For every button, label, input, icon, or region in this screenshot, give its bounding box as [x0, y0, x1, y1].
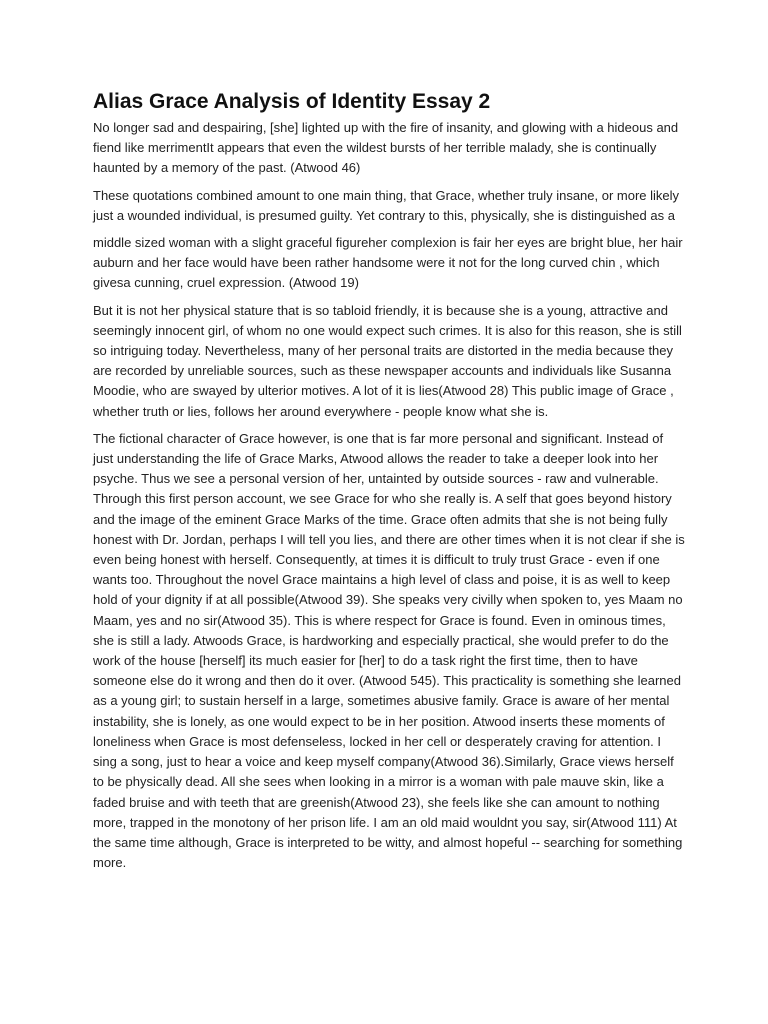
paragraph-public-image: But it is not her physical stature that is so tabloid friendly, it is because she is a young, attractive and seemingly innocent girl, of whom no one would expect such crimes. It is also for this reason, she is still so intriguing today. Nevertheless, many of her personal traits are distorted in the media because they are recorded by unreliable sources, such as these newspaper accounts and individuals like Susanna Moodie, who are swayed by ulterior motives. A lot of it is lies(Atwood 28) This public image of Grace , whether truth or lies, follows her around everywhere - people know what she is. — [93, 302, 682, 419]
paragraph-presumed-guilty: These quotations combined amount to one main thing, that Grace, whether truly insane, or more likely just a wounded individual, is presumed guilty. Yet contrary to this, physically, she is distinguished as a — [93, 187, 680, 223]
paragraph-fictional-character: The fictional character of Grace however, is one that is far more personal and significant. Instead of just understanding the life of Grace Marks, Atwood allows the reader to take a deeper look into her psyche. Thus we see a personal version of her, untainted by outside sources - raw and vulnerable. Through this first person account, we see Grace for who she really is. A self that goes beyond history and the image of the eminent Grace Marks of the time. Grace often admits that she is not being fully honest with Dr. Jordan, perhaps I will tell you lies, and there are other times when it is not clear if she is even being honest with herself. Consequently, at times it is difficult to truly trust Grace - even if one wants too. Throughout the novel Grace maintains a high level of class and poise, it is as well to keep hold of your dignity if at all possible(Atwood 39). She speaks very civilly when spoken to, yes Maam no Maam, yes and no sir(Atwood 35). This is where respect for Grace is found. Even in ominous times, she is still a lady. Atwoods Grace, is hardworking and especially practical, she would prefer to do the work of the house [herself] its much easier for [her] to do a task right the first time, then to have someone else do it wrong and then do it over. (Atwood 545). This practicality is something she learned as a young girl; to sustain herself in a large, sometimes abusive family. Grace is aware of her mental instability, she is lonely, as one would expect to be in her position. Atwood inserts these moments of loneliness when Grace is most defenseless, locked in her cell or desperately craving for attention. I sing a song, just to hear a voice and keep myself company(Atwood 36).Similarly, Grace views herself to be physically dead. All she sees when looking in a mirror is a woman with pale mauve skin, like a faded bruise and with teeth that are greenish(Atwood 23), she feels like she can amount to nothing more, trapped in the monotony of her prison life. I am an old maid wouldnt you say, sir(Atwood 111) At the same time although, Grace is interpreted to be witty, and almost hopeful -- searching for something more. — [93, 430, 685, 871]
paragraph-physical-description: middle sized woman with a slight graceful figureher complexion is fair her eyes are bright blue, her hair auburn and her face would have been rather handsome were it not for the long curved chin , which givesa cunning, cruel expression. (Atwood 19) — [93, 235, 683, 291]
paragraph-opening-quote: No longer sad and despairing, [she] lighted up with the fire of insanity, and glowing with a hideous and fiend like merrimentIt appears that even the wildest bursts of her terrible malady, she is continually haunted by a memory of the past. (Atwood 46) — [93, 120, 679, 176]
document-title: Alias Grace Analysis of Identity Essay 2 — [93, 90, 491, 113]
document-page — [93, 88, 685, 880]
